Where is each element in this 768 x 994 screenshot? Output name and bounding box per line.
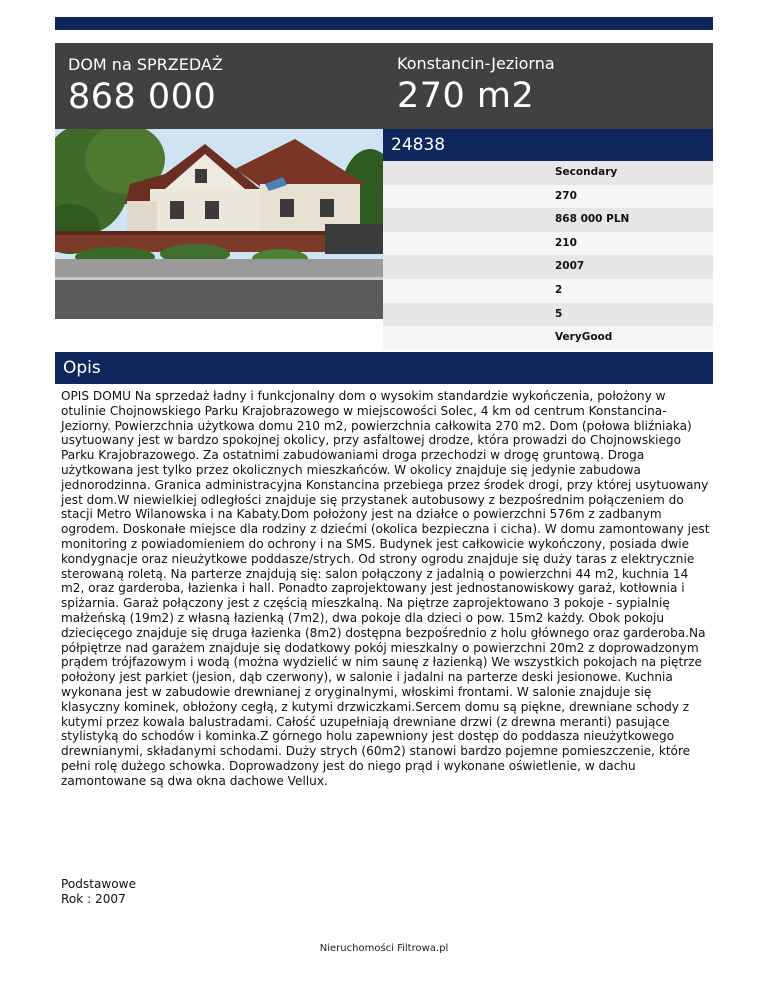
param-usable-area: 210 [383,232,713,256]
listing-id: 24838 [383,129,713,161]
price: 868 000 [68,77,217,117]
house-photo [55,129,383,319]
basic-year: Rok : 2007 [61,891,126,906]
offer-type: DOM na SPRZEDAŻ [68,55,223,74]
param-total-area: 270 [383,185,713,209]
location: Konstancin-Jeziorna [397,54,555,73]
description-text: OPIS DOMU Na sprzedaż ładny i funkcjonalny dom o wysokim standardzie wykończenia, położony w otulinie Chojnowskiego Parku Krajobrazowego w miejscowości Solec, 4 km od centrum Konstancina-Jeziorny. Powierzchnia użytkowa domu 210 m2, powierzchnia całkowita 270 m2. Dom (połowa bliźniaka) usytuowany jest w bardzo spokojnej okolicy, przy asfaltowej drodze, która prowadzi do Chojnowskiego Parku Krajobrazowego. Za ostatnimi zabudowaniami droga przechodzi w drogę gruntową. Droga użytkowana jest tylko przez okolicznych mieszkańców. W okolicy znajduje się jedynie zabudowa jednorodzinna. Granica administracyjna Konstancina przebiega przez środek drogi, przy której usytuowany jest dom.W niewielkiej odległości znajduje się przystanek autobusowy z bezpośrednim połączeniem do stacji Metro Wilanowska i na Kabaty.Dom położony jest na działce o powierzchni 576m z zadbanym ogrodem. Doskonałe miejsce dla rodziny z dziećmi (okolica bezpieczna i cicha). W domu zamontowany jest monitoring z powiadomieniem do ochrony i na SMS. Budynek jest całkowicie wykończony, posiada dwie kondygnacje oraz nieużytkowe poddasze/strych. Od strony ogrodu znajduje się duży taras z elektrycznie sterowaną roletą. Na parterze znajdują się: salon połączony z jadalnią o powierzchni 44 m2, kuchnia 14 m2, oraz garderoba, łazienka i hall. Ponadto zaprojektowany jest jednostanowiskowy garaż, kotłownia i spiżarnia. Garaż połączony jest z częścią mieszkalną. Na piętrze zaprojektowano 3 pokoje - sypialnię małżeńską (19m2) z własną łazienką (7m2), dwa pokoje dla dzieci o pow. 15m2 każdy. Obok pokoju dziecięcego znajduje się druga łazienka (8m2) dostępna bezpośrednio z holu głównego oraz garderoba.Na półpiętrze nad garażem znajduje się dodatkowy pokój mieszkalny o powierzchni 20m2 z doprowadzonym prądem trójfazowym i wodą (można wydzielić w nim saunę z łazienką) We wszystkich pokojach na piętrze położony jest parkiet (jesion, dąb czerwony), w salonie i jadalni na parterze deski jesionowe. Kuchnia wykonana jest w zabudowie drewnianej z oryginalnymi, włoskimi frontami. W salonie znajduje się klasyczny kominek, obłożony cegłą, z kutymi drzwiczkami.Sercem domu są piękne, drewniane schody z kutymi przez kowala balustradami. Całość uzupełniają drewniane drzwi (z drewna meranti) pasujące stylistyką do schodów i kominka.Z górnego holu zapewniony jest dostęp do poddasza nieużytkowego drewnianymi, składanymi schodami. Duży strych (60m2) stanowi bardzo pojemne pomieszczenie, które pełni rolę dużego schowka. Doprowadzony jest do niego prąd i wykonane oświetlenie, w dachu zamontowane są dwa okna dachowe Vellux. [61,389,710,788]
param-rooms: 5 [383,303,713,327]
param-market: Secondary [383,161,713,185]
listing-header [55,43,713,129]
basic-heading: Podstawowe [61,877,137,891]
description-heading: Opis [55,352,713,384]
basic-section [61,877,136,907]
param-year: 2007 [383,255,713,279]
area: 270 m2 [397,76,535,116]
top-bar [55,17,713,30]
param-price: 868 000 PLN [383,208,713,232]
param-condition: VeryGood [383,326,713,350]
param-floors: 2 [383,279,713,303]
footer-agency: Nieruchomości Filtrowa.pl [319,943,449,954]
header-right [397,54,555,116]
params-table [383,161,713,350]
header-left [68,55,223,117]
